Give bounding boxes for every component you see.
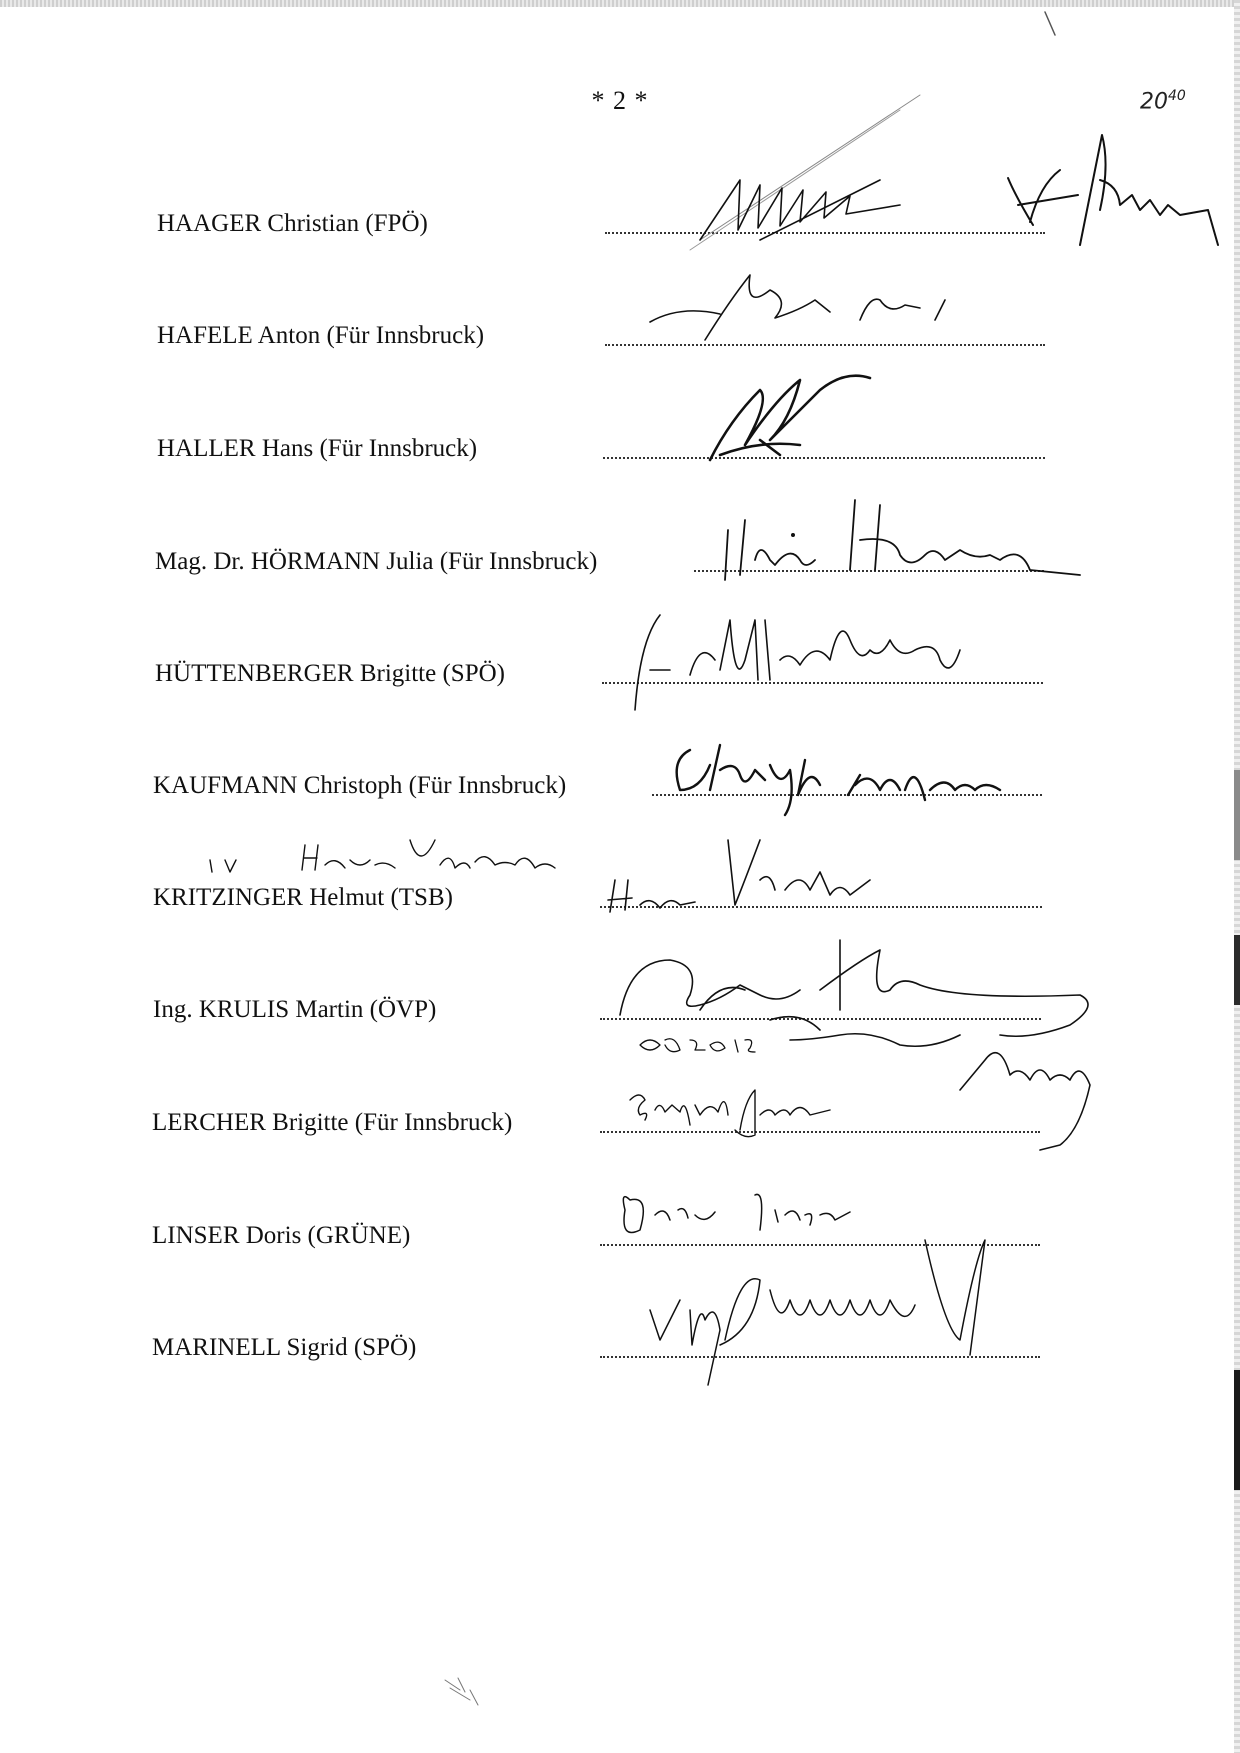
- signature-row: [0, 516, 1240, 576]
- member-name: KRITZINGER Helmut (TSB): [153, 884, 453, 911]
- member-name: LERCHER Brigitte (Für Innsbruck): [152, 1109, 513, 1136]
- scan-edge-top: [0, 0, 1240, 7]
- signature-line: [600, 906, 1042, 908]
- member-name: HAFELE Anton (Für Innsbruck): [157, 322, 485, 349]
- signature-krulis-date: [640, 1039, 755, 1052]
- signature-line: [652, 794, 1042, 796]
- signature-row: [0, 403, 1240, 463]
- signature-line: [600, 1018, 1041, 1020]
- signature-line: [600, 1356, 1040, 1358]
- member-name: MARINELL Sigrid (SPÖ): [152, 1334, 417, 1361]
- page-number: * 2 *: [591, 86, 649, 115]
- scan-smudge: [445, 1678, 478, 1705]
- signature-row: [0, 290, 1240, 350]
- signature-line: [605, 232, 1045, 234]
- signature-row: [0, 628, 1240, 688]
- signature-line: [605, 344, 1045, 346]
- signature-row: [0, 1302, 1240, 1362]
- corner-handwritten-note: $20^{40}$: [1140, 88, 1186, 115]
- signature-row: [0, 1190, 1240, 1250]
- member-name: HÜTTENBERGER Brigitte (SPÖ): [155, 660, 505, 687]
- signature-line: [600, 1244, 1040, 1246]
- scan-artifact: [1234, 1370, 1240, 1490]
- member-name: KAUFMANN Christoph (Für Innsbruck): [153, 772, 567, 799]
- signature-row: [0, 964, 1240, 1024]
- member-name: Mag. Dr. HÖRMANN Julia (Für Innsbruck): [155, 548, 598, 575]
- member-name: Ing. KRULIS Martin (ÖVP): [153, 996, 437, 1023]
- signature-line: [694, 570, 1044, 572]
- member-name: LINSER Doris (GRÜNE): [152, 1222, 411, 1249]
- pencil-stroke: [1045, 12, 1055, 35]
- signature-row: [0, 1077, 1240, 1137]
- signature-line: [600, 1131, 1040, 1133]
- signature-row: [0, 178, 1240, 238]
- member-name: HAAGER Christian (FPÖ): [157, 210, 428, 237]
- member-name: HALLER Hans (Für Innsbruck): [157, 435, 478, 462]
- signature-line: [602, 682, 1043, 684]
- signature-row: [0, 852, 1240, 912]
- signature-line: [603, 457, 1045, 459]
- signature-row: [0, 740, 1240, 800]
